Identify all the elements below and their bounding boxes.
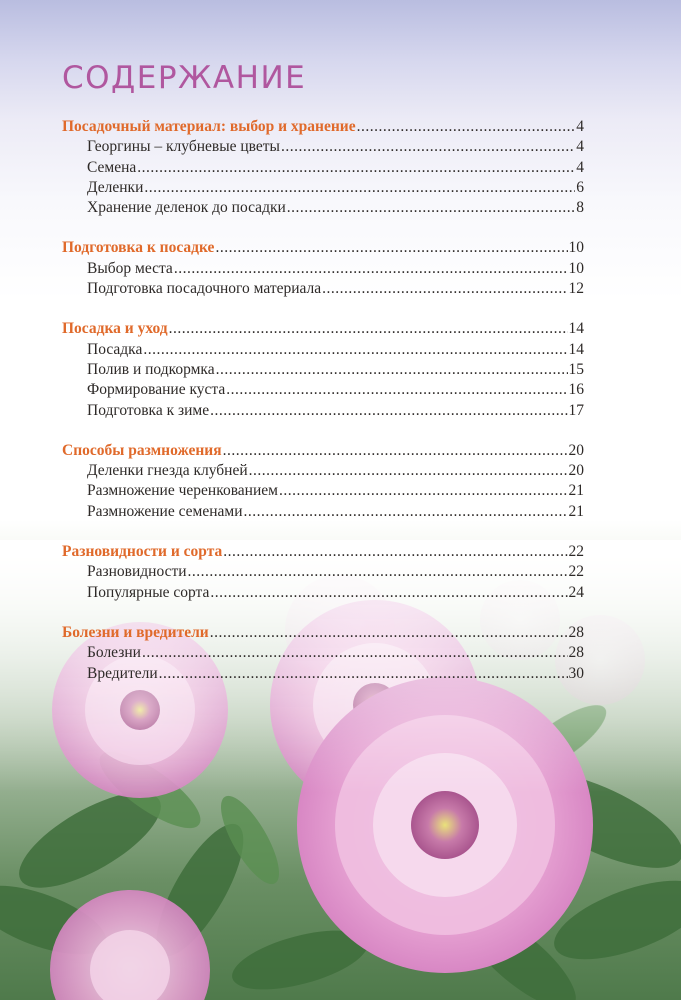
toc-entry-title: Подготовка посадочного материала xyxy=(87,280,322,298)
toc-section-title: Болезни и вредители xyxy=(62,623,209,641)
dot-leader xyxy=(226,381,567,399)
toc-entry-title: Полив и подкормка xyxy=(87,360,215,378)
toc-entry-title: Популярные сорта xyxy=(87,583,210,601)
toc-section-heading[interactable] xyxy=(62,118,584,138)
dot-leader xyxy=(159,665,568,683)
dot-leader xyxy=(223,543,567,561)
toc-page-number: 22 xyxy=(568,563,584,581)
toc-entry-title: Семена xyxy=(87,158,137,176)
toc-entry[interactable] xyxy=(62,260,584,280)
dot-leader xyxy=(142,644,568,662)
toc-section-heading[interactable] xyxy=(62,320,584,340)
toc-page-number: 20 xyxy=(568,441,584,459)
toc-entry-title: Размножение семенами xyxy=(87,502,243,520)
page-title: СОДЕРЖАНИЕ xyxy=(62,60,307,96)
toc-section-title: Посадка и уход xyxy=(62,320,168,338)
toc-page-number: 6 xyxy=(576,178,584,196)
dot-leader xyxy=(188,563,568,581)
toc-entry[interactable] xyxy=(62,381,584,401)
toc-entry-title: Деленки xyxy=(87,178,144,196)
toc-page-number: 14 xyxy=(568,340,584,358)
toc-entry-title: Размножение черенкованием xyxy=(87,482,278,500)
toc-section xyxy=(62,543,584,604)
dot-leader xyxy=(322,280,567,298)
toc-entry[interactable] xyxy=(62,563,584,583)
toc-section-title: Посадочный материал: выбор и хранение xyxy=(62,118,356,135)
toc-entry[interactable] xyxy=(62,584,584,604)
toc-entry-title: Разновидности xyxy=(87,563,187,581)
toc-page-number: 17 xyxy=(568,401,584,419)
toc-page-number: 12 xyxy=(568,280,584,298)
toc-entry-title: Деленки гнезда клубней xyxy=(87,462,248,480)
dot-leader xyxy=(249,462,568,480)
toc-page-number: 10 xyxy=(568,259,584,277)
toc-entry-title: Вредители xyxy=(87,664,158,682)
toc-page-number: 4 xyxy=(576,118,584,135)
toc-entry-title: Георгины – клубневые цветы xyxy=(87,138,280,156)
toc-entry[interactable] xyxy=(62,199,584,219)
toc-page-number: 22 xyxy=(568,543,584,561)
toc-entry[interactable] xyxy=(62,644,584,664)
dot-leader xyxy=(279,482,568,500)
toc-entry[interactable] xyxy=(62,503,584,523)
toc-entry[interactable] xyxy=(62,482,584,502)
toc-entry-title: Болезни xyxy=(87,644,141,662)
toc-page-number: 10 xyxy=(568,239,584,257)
toc-page-number: 28 xyxy=(568,623,584,641)
toc-entry-title: Выбор места xyxy=(87,259,173,277)
toc-section-heading[interactable] xyxy=(62,624,584,644)
toc-entry[interactable] xyxy=(62,402,584,422)
toc-section-heading[interactable] xyxy=(62,239,584,259)
dot-leader xyxy=(210,624,568,642)
toc-section-heading[interactable] xyxy=(62,543,584,563)
toc-entry[interactable] xyxy=(62,665,584,685)
toc-entry-title: Посадка xyxy=(87,340,143,358)
toc-section xyxy=(62,320,584,421)
toc-page-number: 4 xyxy=(576,138,584,156)
toc-entry[interactable] xyxy=(62,341,584,361)
toc-page-number: 4 xyxy=(576,158,584,176)
dot-leader xyxy=(287,199,575,217)
toc-entry-title: Хранение деленок до посадки xyxy=(87,199,286,217)
dot-leader xyxy=(137,159,575,177)
dot-leader xyxy=(174,260,568,278)
toc-entry-title: Подготовка к зиме xyxy=(87,401,210,419)
dot-leader xyxy=(215,239,567,257)
toc-section xyxy=(62,239,584,300)
toc-entry[interactable] xyxy=(62,280,584,300)
toc-section xyxy=(62,624,584,685)
toc-entry-title: Формирование куста xyxy=(87,381,226,399)
toc-section-title: Способы размножения xyxy=(62,441,222,459)
dot-leader xyxy=(357,118,576,136)
toc-page-number: 21 xyxy=(568,482,584,500)
dot-leader xyxy=(144,179,575,197)
toc-entry[interactable] xyxy=(62,462,584,482)
toc-entry[interactable] xyxy=(62,159,584,179)
toc-page-number: 21 xyxy=(568,502,584,520)
dot-leader xyxy=(169,320,568,338)
toc-section xyxy=(62,442,584,523)
dot-leader xyxy=(210,584,567,602)
toc-entry[interactable] xyxy=(62,179,584,199)
dot-leader xyxy=(216,361,568,379)
toc-section-heading[interactable] xyxy=(62,442,584,462)
toc-page-number: 24 xyxy=(568,583,584,601)
dot-leader xyxy=(223,442,568,460)
toc-entry[interactable] xyxy=(62,361,584,381)
toc-page-number: 30 xyxy=(568,664,584,682)
toc-section-title: Разновидности и сорта xyxy=(62,543,223,561)
toc-page-number: 16 xyxy=(568,381,584,399)
toc-page-number: 8 xyxy=(576,199,584,217)
toc-page-number: 15 xyxy=(568,360,584,378)
toc-page-number: 20 xyxy=(568,462,584,480)
toc-section xyxy=(62,118,584,219)
dot-leader xyxy=(210,402,567,420)
dot-leader xyxy=(281,138,575,156)
toc-page-number: 14 xyxy=(568,320,584,338)
toc-section-title: Подготовка к посадке xyxy=(62,239,215,257)
toc-entry[interactable] xyxy=(62,138,584,158)
dot-leader xyxy=(143,341,567,359)
table-of-contents xyxy=(62,118,584,705)
toc-page-number: 28 xyxy=(568,644,584,662)
dot-leader xyxy=(244,503,568,521)
